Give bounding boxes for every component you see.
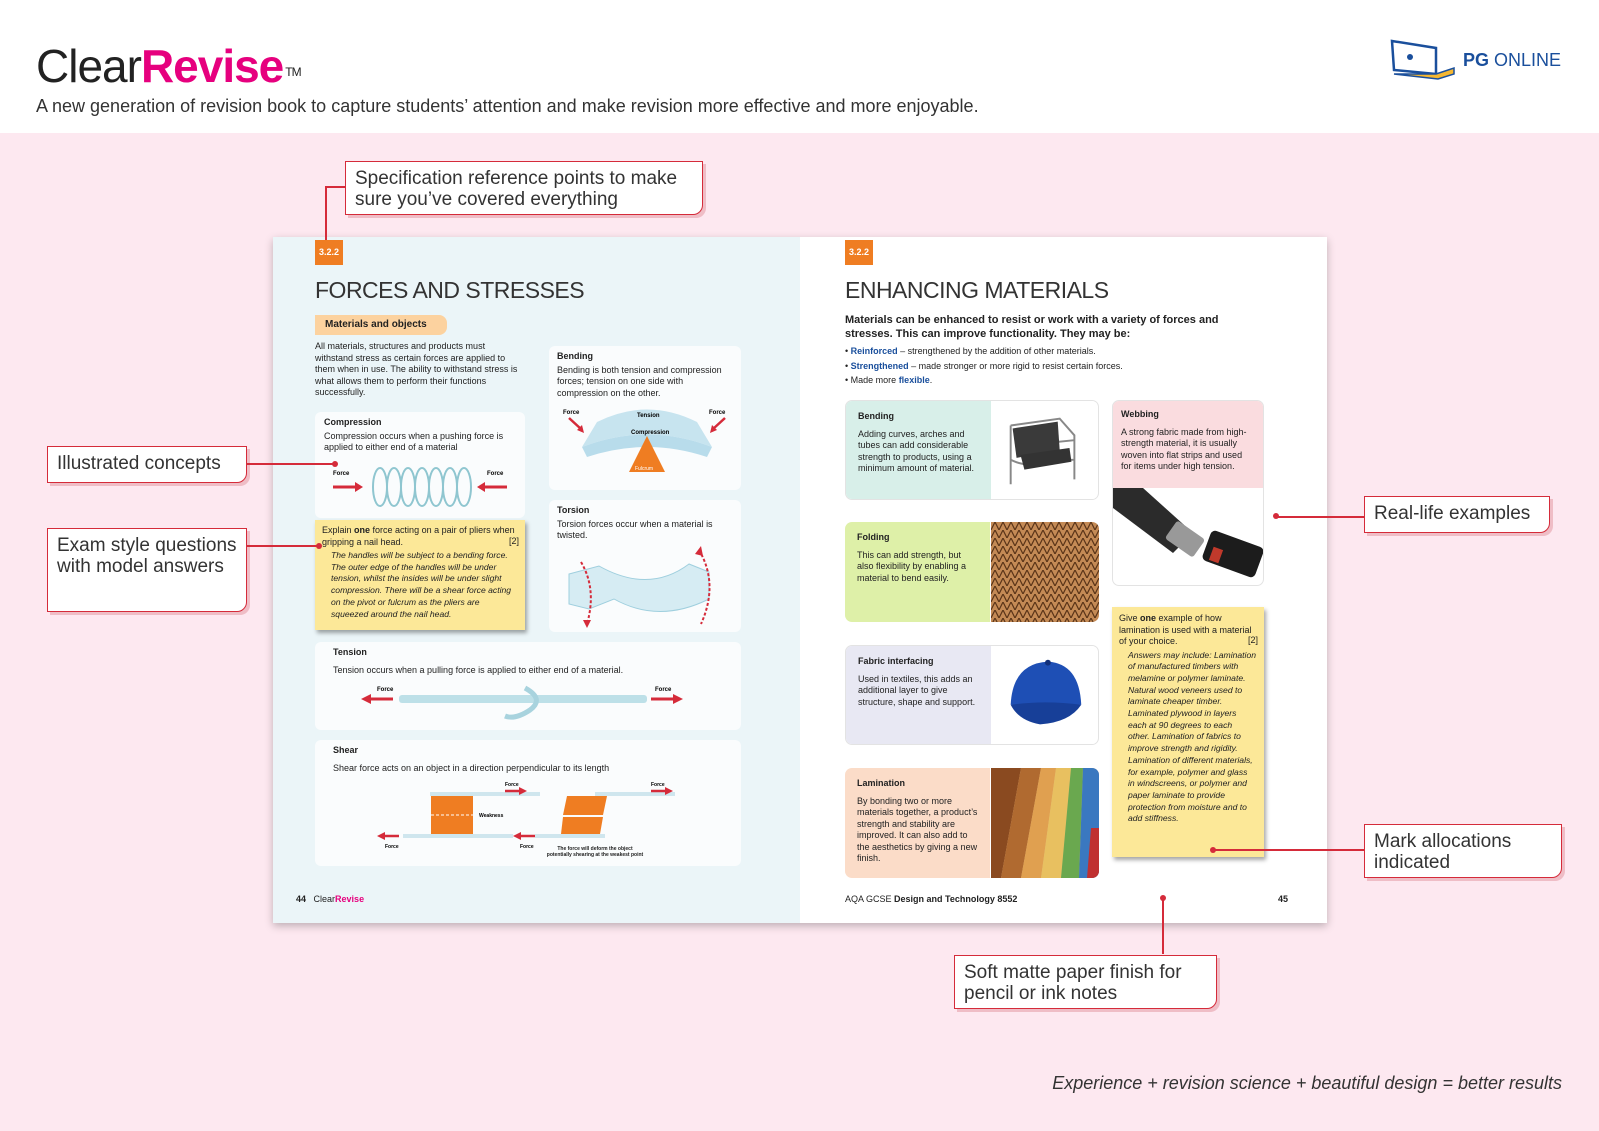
torsion-title: Torsion bbox=[557, 505, 590, 515]
section-tag: Materials and objects bbox=[315, 315, 447, 335]
marker-dot bbox=[1273, 513, 1279, 519]
force-label: Force bbox=[563, 410, 580, 416]
cardboard-image bbox=[991, 522, 1099, 622]
compression-card bbox=[315, 412, 525, 518]
force-label: Force bbox=[385, 844, 399, 850]
fabric-example bbox=[845, 645, 1099, 745]
intro-text: Materials can be enhanced to resist or work with a variety of forces and stresses. This can improve functionality. They may be: bbox=[845, 314, 1219, 340]
example-text: Used in textiles, this adds an additional layer to give structure, shape and support. bbox=[858, 673, 976, 707]
force-label: Force bbox=[709, 410, 726, 416]
book-spread bbox=[273, 237, 1327, 923]
tension-label: Tension bbox=[637, 413, 660, 419]
bending-title: Bending bbox=[557, 351, 593, 361]
callout-reallife: Real-life examples bbox=[1364, 496, 1550, 533]
webbing-example bbox=[1112, 400, 1264, 586]
compression-label: Compression bbox=[631, 430, 670, 436]
bullet-list: • Reinforced – strengthened by the addition of other materials. • Strengthened – made stronger or more rigid to resist certain forces. • Made more flexible. bbox=[845, 346, 1123, 385]
connector bbox=[246, 463, 334, 465]
tension-title: Tension bbox=[333, 647, 367, 657]
force-label: Force bbox=[377, 687, 394, 693]
laminate-swatches-image bbox=[991, 768, 1099, 878]
marks: [2] bbox=[1247, 635, 1258, 645]
fulcrum-label: Fulcrum bbox=[635, 466, 654, 472]
model-answer: The handles will be subject to a bending force. The outer edge of the handles will be under tension, whilst the insides will be under slight compression. There will be a shear force acting on the pivot or fulcrum as the pliers are squeezed around the nail head. bbox=[331, 550, 512, 619]
tagline: A new generation of revision book to capture students’ attention and make revision more effective and more enjoyable. bbox=[36, 96, 979, 116]
publisher-name: PG ONLINE bbox=[1463, 50, 1562, 70]
callout-marks: Mark allocations indicated bbox=[1364, 824, 1562, 878]
weakness-label: Weakness bbox=[479, 813, 504, 819]
example-title: Webbing bbox=[1121, 409, 1159, 419]
marker-dot bbox=[332, 461, 338, 467]
torsion-illustration bbox=[559, 544, 735, 630]
force-label: Force bbox=[655, 687, 672, 693]
example-title: Fabric interfacing bbox=[858, 656, 934, 666]
page-title: ENHANCING MATERIALS bbox=[845, 277, 1109, 303]
seatbelt-image bbox=[1113, 488, 1264, 586]
lamination-example bbox=[845, 768, 1099, 878]
example-text: By bonding two or more materials together, a product’s strength and stability are improved. It can also add to the aesthetics by giving a new finish. bbox=[857, 795, 978, 863]
tension-text: Tension occurs when a pulling force is applied to either end of a material. bbox=[333, 664, 624, 675]
left-page bbox=[273, 237, 800, 923]
exam-question: Explain one force acting on a pair of pliers when gripping a nail head. [2] The handles will be subject to a bending force. The outer edge of the handles will be under tension, whilst the insides will be under slight compression. There will be a shear force acting on the pivot or fulcrum as the pliers are squeezed around the nail head. bbox=[315, 520, 525, 630]
spec-badge: 3.2.2 bbox=[845, 240, 873, 265]
publisher-logo bbox=[1388, 38, 1563, 83]
example-title: Bending bbox=[858, 411, 894, 421]
connector bbox=[1162, 898, 1164, 954]
spring-illustration bbox=[325, 466, 515, 511]
connector bbox=[1278, 516, 1364, 518]
callout-spec: Specification reference points to make sure you’ve covered everything bbox=[345, 161, 703, 215]
header bbox=[0, 0, 1599, 133]
marker-dot bbox=[1160, 895, 1166, 901]
exam-question: Give one example of how lamination is used with a material of your choice. [2] Answers may include: Lamination of manufactured timbers with melamine or polymer laminate. Natural wood veneers used to laminate cheaper timber. Laminated plywood in layers each at 90 degrees to each other. Lamination of fabrics to improve strength and rigidity. Lamination of different materials, for example, polymer and glass in windscreens, or polymer and paper laminate to provide protection from moisture and to add stiffness. bbox=[1112, 607, 1264, 857]
force-label: Force bbox=[651, 782, 665, 788]
compression-title: Compression bbox=[324, 417, 382, 427]
example-text: This can add strength, but also flexibility by enabling a material to bend easily. bbox=[857, 549, 967, 583]
force-label: Force bbox=[505, 782, 519, 788]
bending-card bbox=[549, 346, 741, 490]
callout-paper: Soft matte paper finish for pencil or ink notes bbox=[954, 955, 1217, 1009]
marker-dot bbox=[1210, 847, 1216, 853]
example-text: Adding curves, arches and tubes can add considerable strength to products, using a minimum amount of material. bbox=[858, 428, 975, 473]
bending-example bbox=[845, 400, 1099, 500]
intro-text: All materials, structures and products must withstand stress as certain forces are applied to them when in use. The ability to withstand stress is what allows them to perform their functions successfully. bbox=[315, 341, 518, 397]
page-number: 45 bbox=[1278, 894, 1289, 904]
laptop-icon bbox=[1388, 38, 1456, 80]
force-label: Force bbox=[333, 471, 350, 477]
marks: [2] bbox=[508, 536, 519, 546]
shear-card bbox=[315, 740, 741, 866]
connector bbox=[325, 186, 327, 240]
force-label: Force bbox=[520, 844, 534, 850]
page-footer: AQA GCSE Design and Technology 8552 bbox=[845, 894, 1018, 904]
shear-note: The force will deform the object potentially shearing at the weakest point bbox=[546, 846, 644, 858]
torsion-card bbox=[549, 500, 741, 632]
connector bbox=[246, 545, 320, 547]
model-answer: Answers may include: Lamination of manufactured timbers with melamine or polymer laminate. Natural wood veneers used to laminate cheaper timber. Laminated plywood in layers each at 90 degrees to each other. Lamination of fabrics to improve strength and rigidity. Lamination of different materials, for example, polymer and glass in windscreens, or polymer and paper laminate to provide protection from moisture and to add stiffness. bbox=[1128, 649, 1257, 824]
folding-example bbox=[845, 522, 1099, 622]
right-page bbox=[800, 237, 1327, 923]
example-title: Folding bbox=[857, 532, 890, 542]
connector bbox=[325, 186, 345, 188]
example-text: A strong fabric made from high-strength material, it is usually woven into flat strips and used for items under high tension. bbox=[1121, 426, 1247, 471]
tension-card bbox=[315, 642, 741, 730]
page-title: FORCES AND STRESSES bbox=[315, 277, 585, 303]
force-label: Force bbox=[487, 471, 504, 477]
example-title: Lamination bbox=[857, 778, 906, 788]
torsion-text: Torsion forces occur when a material is twisted. bbox=[557, 518, 713, 540]
compression-text: Compression occurs when a pushing force is applied to either end of a material bbox=[324, 430, 504, 452]
brand-logo: ClearRevise ™ bbox=[36, 40, 301, 92]
rope-illustration bbox=[355, 682, 695, 726]
callout-illustrated: Illustrated concepts bbox=[47, 446, 247, 483]
shear-title: Shear bbox=[333, 745, 359, 755]
connector bbox=[1215, 849, 1365, 851]
chair-image bbox=[990, 401, 1098, 499]
callout-exam: Exam style questions with model answers bbox=[47, 528, 247, 612]
shear-text: Shear force acts on an object in a direction perpendicular to its length bbox=[333, 762, 610, 773]
bending-text: Bending is both tension and compression forces; tension on one side with compression on the other. bbox=[557, 364, 722, 398]
bending-illustration bbox=[557, 402, 737, 488]
marker-dot bbox=[316, 543, 322, 549]
spec-badge: 3.2.2 bbox=[315, 240, 343, 265]
bottom-tagline: Experience + revision science + beautiful design = better results bbox=[1052, 1073, 1562, 1093]
cap-image bbox=[990, 646, 1098, 744]
page-number: 44 ClearRevise bbox=[296, 894, 365, 904]
